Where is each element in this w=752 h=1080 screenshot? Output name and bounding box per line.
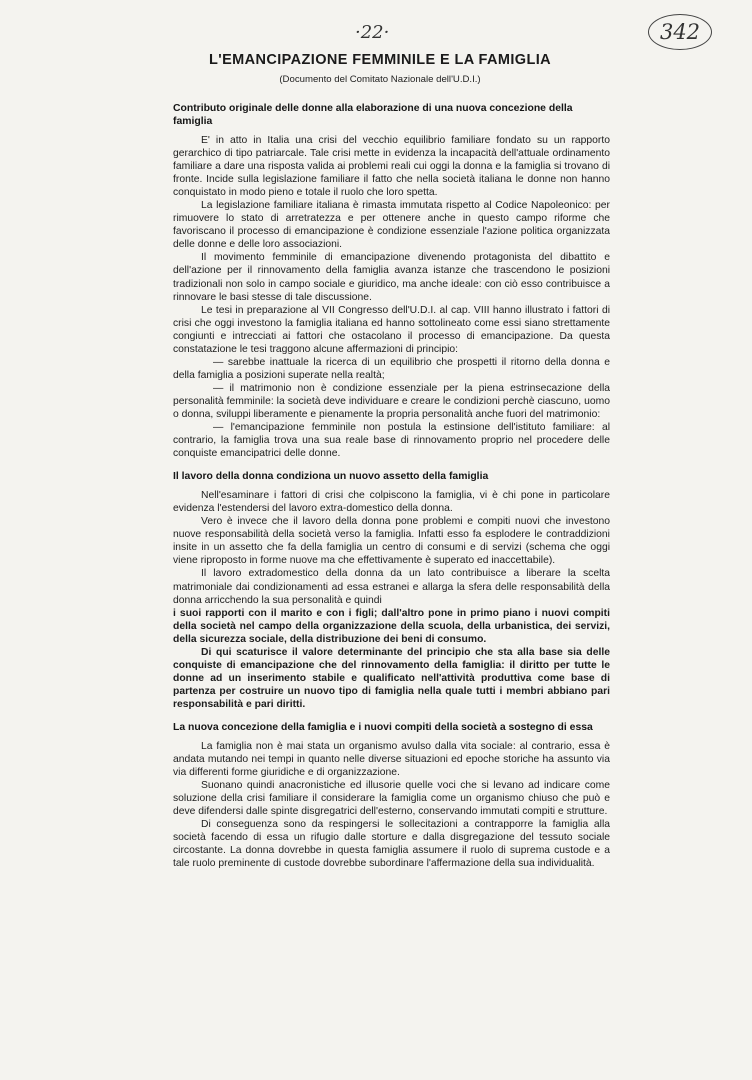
section-2 xyxy=(173,470,610,711)
paragraph: Il movimento femminile di emancipazione divenendo protagonista del dibattito e dell'azione per il rinnovamento della famiglia avanza istanze che trascendono le posizioni tradizionali non solo in campo sociale e giuridico, ma anche ideale: con ciò esso contribuisce a rinnovare le basi stesse di tale discussione. xyxy=(173,252,610,303)
paragraph: Le tesi in preparazione al VII Congresso dell'U.D.I. al cap. VIII hanno illustrato i fattori di crisi che oggi investono la famiglia italiana ed hanno sottolineato come essi siano strettamente congiunti e intrecciati ai fattori che ostacolano il processo di emancipazione. Da questa constatazione le tesi traggono alcune affermazioni di principio: xyxy=(173,304,610,355)
archive-number: 342 xyxy=(659,20,701,44)
page-number: ·22· xyxy=(355,22,390,43)
quote-item: — l'emancipazione femminile non postula la estinsione dell'istituto familiare: al contrario, la famiglia trova una sua reale base di rinnovamento proprio nel procedere delle conquiste emancipatrici delle donne. xyxy=(173,422,610,460)
paragraph: Nell'esaminare i fattori di crisi che colpiscono la famiglia, vi è chi pone in particolare evidenza l'estendersi del lavoro extra-domestico della donna. xyxy=(173,490,610,515)
section-title: Contributo originale delle donne alla elaborazione di una nuova concezione della famiglia xyxy=(173,103,573,127)
document-body xyxy=(173,102,610,870)
section-3 xyxy=(173,721,610,870)
paragraph: La famiglia non è mai stata un organismo avulso dalla vita sociale: al contrario, essa è andata mutando nei tempi in quanto nelle diverse situazioni ed epoche storiche ha assunto via via differenti forme giuridiche e di organizzazione. xyxy=(173,740,610,779)
section-1 xyxy=(173,102,610,460)
quote-item: — sarebbe inattuale la ricerca di un equilibrio che prospetti il ritorno della donna e della famiglia a posizioni superate nella realtà; xyxy=(173,356,610,381)
paragraph: Vero è invece che il lavoro della donna pone problemi e compiti nuovi che investono nuove responsabilità della società verso la famiglia. Infatti esso fa esplodere le contraddizioni insite in un assetto che fa della famiglia un centro di consumi e di servizi (schema che oggi viene riproposto in forme nuove ma che effettivamente è superato ed inaccettabile). xyxy=(173,516,610,567)
document-subtitle: (Documento del Comitato Nazionale dell'U.D.I.) xyxy=(279,74,481,85)
archive-number-stamp xyxy=(648,14,712,50)
section-title: La nuova concezione della famiglia e i nuovi compiti della società a sostegno di essa xyxy=(173,721,593,733)
section-title: Il lavoro della donna condiziona un nuovo assetto della famiglia xyxy=(173,471,489,483)
paragraph: Di qui scaturisce il valore determinante del principio che sta alla base sia delle conquiste di emancipazione che del rinnovamento della famiglia: il diritto per tutte le donne ad un inserimento stabile e qualificato nell'attività produttiva come base di partenza per costruire un nuovo tipo di famiglia nella quale tutti i membri abbiano pari responsabilità e pari diritti. xyxy=(173,646,610,710)
paragraph: E' in atto in Italia una crisi del vecchio equilibrio familiare fondato su un rapporto gerarchico di tipo patriarcale. Tale crisi mette in evidenza la incapacità dell'attuale ordinamento familiare a dare una risposta valida ai problemi reali cui oggi la donna e la famiglia si trovano di fronte. Incide sulla legislazione familiare il fatto che nella società italiana le donne non hanno conquistato in modo pieno e totale il ruolo che loro spetta. xyxy=(173,135,610,199)
paragraph: Di conseguenza sono da respingersi le sollecitazioni a contrapporre la famiglia alla società facendo di essa un rifugio dalle storture e dalla disgregazione del tessuto sociale circostante. La donna dovrebbe in questa famiglia assumere il ruolo di suprema custode e a tale ruolo preminente di custode dovrebbe subordinare l'affermazione della sua individualità. xyxy=(173,819,610,870)
document-title: L'EMANCIPAZIONE FEMMINILE E LA FAMIGLIA xyxy=(208,52,552,68)
paragraph: Suonano quindi anacronistiche ed illusorie quelle voci che si levano ad indicare come soluzione della crisi familiare il considerare la famiglia come un organismo chiuso che può e deve difendersi dalle spinte disgregatrici dell'esterno, conservando immutati compiti e strutture. xyxy=(173,780,610,818)
quote-item: — il matrimonio non è condizione essenziale per la piena estrinsecazione della personalità femminile: la società deve individuare e creare le condizioni perchè ciascuno, uomo o donna, sviluppi liberamente e pienamente la propria personalità anche fuori del matrimonio: xyxy=(173,382,610,420)
paragraph: La legislazione familiare italiana è rimasta immutata rispetto al Codice Napoleonico: per rimuovere lo stato di arretratezza e per ottenere anche in questo campo riforme che favoriscano il processo di emancipazione è condizione essenziale l'azione politica organizzata delle donne e delle loro associazioni. xyxy=(173,200,610,251)
paragraph: i suoi rapporti con il marito e con i figli; dall'altro pone in primo piano i nuovi compiti della società nel campo della organizzazione della scuola, della urbanistica, dei servizi, della sicurezza sociale, della distribuzione dei beni di consumo. xyxy=(173,607,610,645)
paragraph: Il lavoro extradomestico della donna da un lato contribuisce a liberare la scelta matrimoniale dai condizionamenti ad essa estranei e allarga la sfera delle responsabilità della donna arricchendo la sua personalità e quindi xyxy=(173,568,610,606)
